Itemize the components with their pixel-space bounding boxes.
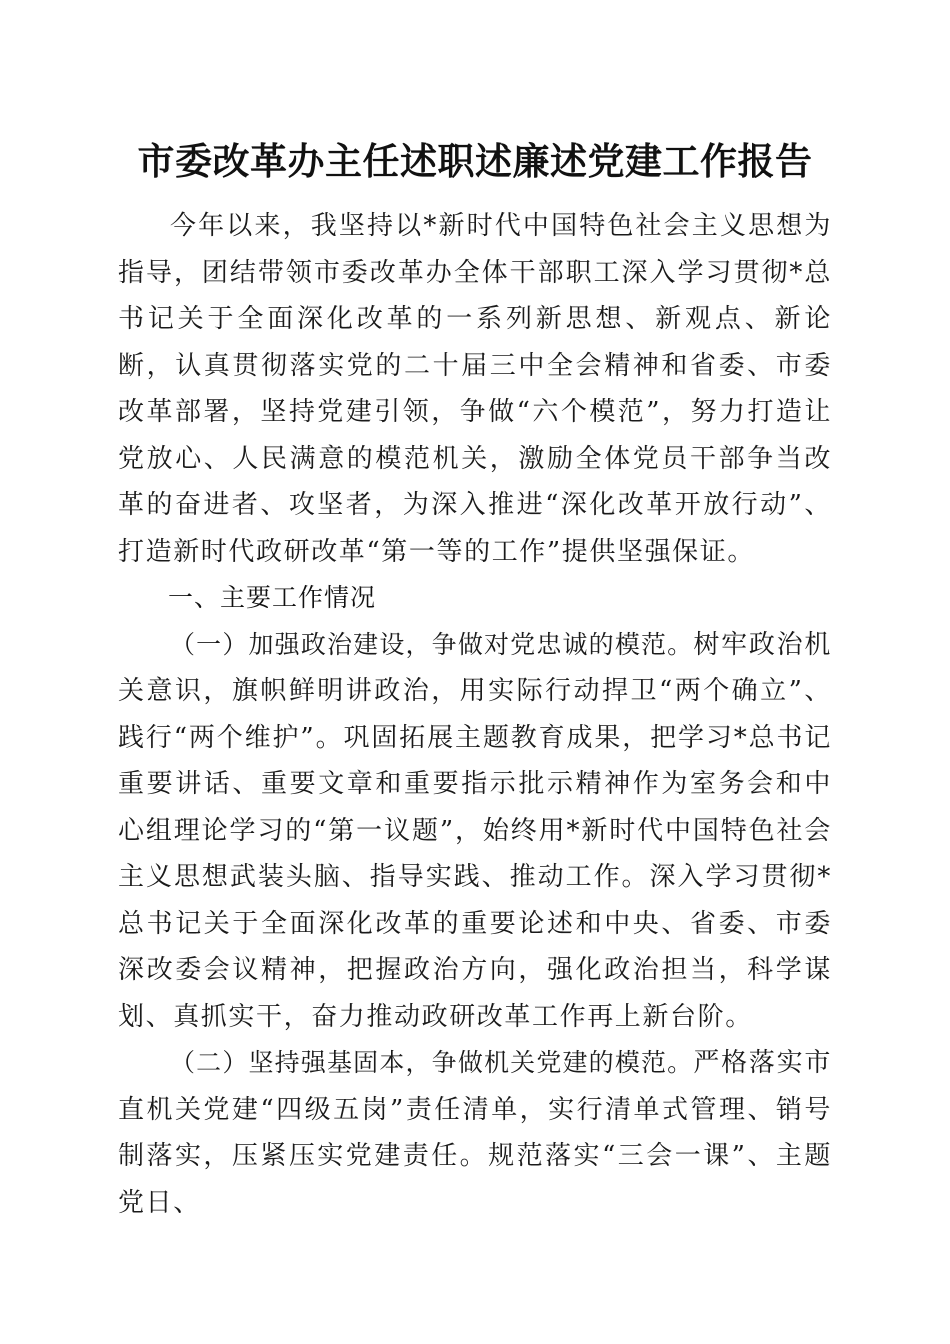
item-lead-party-building: （二）坚持强基固本，争做机关党建的模范。: [170, 1048, 694, 1077]
section-heading-main-work: 一、主要工作情况: [168, 583, 377, 612]
item-paragraph-political: [118, 622, 832, 1041]
item-body-political: 树牢政治机关意识，旗帜鲜明讲政治，用实际行动捍卫“两个确立”、践行“两个维护”。巩固拓展主题教育成果，把学习*总书记重要讲话、重要文章和重要指示批示精神作为室务会和中心组理论学习的“第一议题”，始终用*新时代中国特色社会主义思想武装头脑、指导实践、推动工作。深入学习贯彻*总书记关于全面深化改革的重要论述和中央、省委、市委深改委会议精神，把握政治方向，强化政治担当，科学谋划、真抓实干，奋力推动政研改革工作再上新台阶。: [118, 629, 832, 1032]
item-body-party-building: 严格落实市直机关党建“四级五岗”责任清单，实行清单式管理、销号制落实，压紧压实党建责任。规范落实“三会一课”、主题党日、: [118, 1048, 832, 1218]
document-title: 市委改革办主任述职述廉述党建工作报告: [137, 139, 813, 183]
intro-paragraph: 今年以来，我坚持以*新时代中国特色社会主义思想为指导，团结带领市委改革办全体干部职工深入学习贯彻*总书记关于全面深化改革的一系列新思想、新观点、新论断，认真贯彻落实党的二十届三中全会精神和省委、市委改革部署，坚持党建引领，争做“六个模范”，努力打造让党放心、人民满意的模范机关，激励全体党员干部争当改革的奋进者、攻坚者，为深入推进“深化改革开放行动”、打造新时代政研改革“第一等的工作”提供坚强保证。: [118, 211, 832, 567]
item-paragraph-party-building: [118, 1040, 832, 1226]
item-lead-political: （一）加强政治建设，争做对党忠诚的模范。: [170, 629, 694, 659]
document-body: [118, 203, 832, 1226]
